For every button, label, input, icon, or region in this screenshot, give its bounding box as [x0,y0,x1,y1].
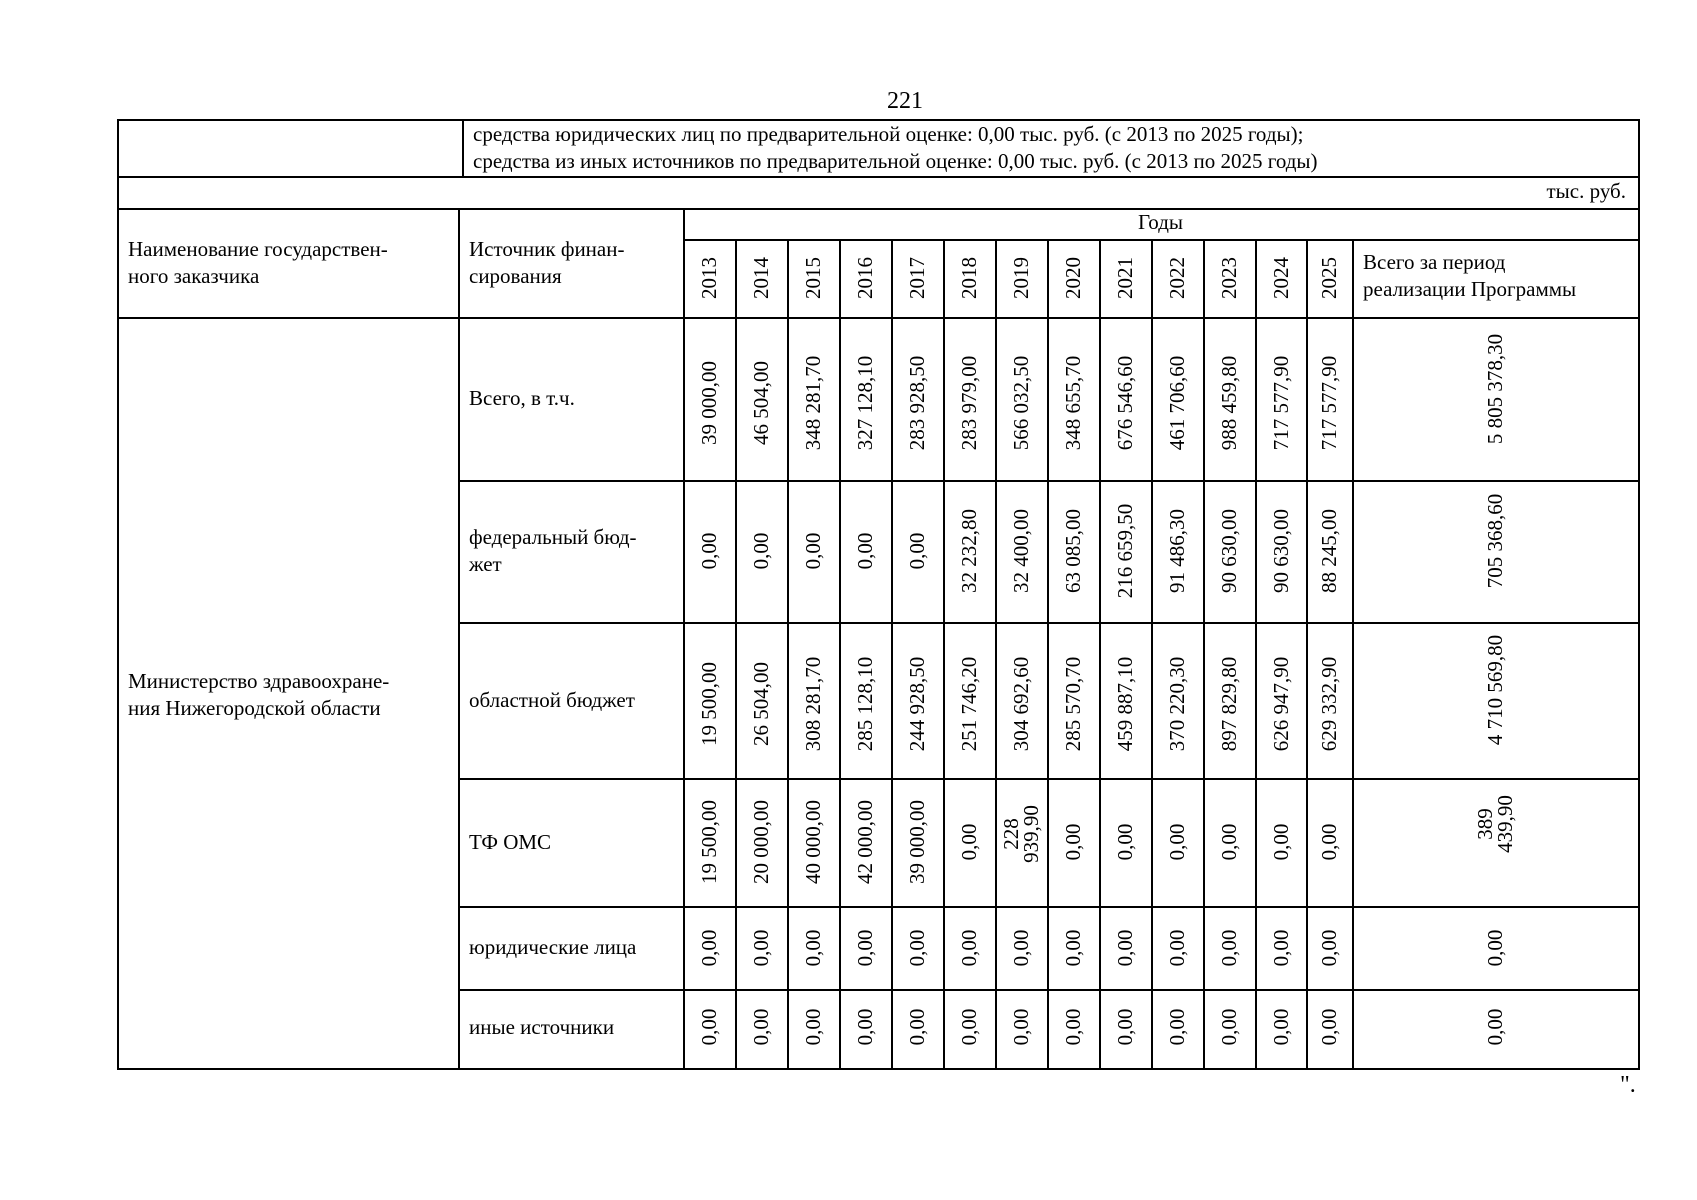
value-row-4-2023: 0,00 [1217,823,1241,861]
value-row-4-2013: 19 500,00 [697,800,721,884]
value-row-1-2018: 283 979,00 [957,355,981,450]
value-row-5-2016: 0,00 [853,929,877,966]
year-column-divider [1306,239,1308,1070]
year-column-divider [891,239,893,1070]
header-bottom-rule [117,317,1640,319]
value-row-2-2024: 90 630,00 [1268,509,1293,593]
value-row-5-2023: 0,00 [1217,929,1241,966]
value-row-5-2014: 0,00 [749,929,773,966]
value-row-3-2018: 251 746,20 [957,656,981,752]
source-label-row-4-line-1: ТФ ОМС [469,829,552,854]
year-label-2015: 2015 [801,257,825,299]
year-column-divider [943,239,945,1070]
value-row-6-2016: 0,00 [853,1008,877,1046]
value-row-2-2015: 0,00 [801,532,825,570]
value-row-3-2021: 459 887,10 [1113,656,1137,752]
total-header-line-2: реализации Программы [1363,277,1577,301]
value-row-1-2021: 676 546,60 [1113,355,1137,450]
value-row-5-2025: 0,00 [1317,929,1341,966]
value-row-1-2016: 327 128,10 [853,355,877,450]
value-row-5-2021: 0,00 [1113,929,1137,966]
value-row-1-2019: 566 032,50 [1009,355,1033,450]
years-header: Годы [1138,210,1183,234]
year-label-2013: 2013 [697,257,721,299]
value-row-5-2018: 0,00 [957,929,981,966]
year-column-divider [735,239,737,1070]
source-label-row-3-line-1: областной бюджет [469,687,635,712]
value-row-3-2014: 26 504,00 [749,662,773,746]
value-row-2-2018: 32 232,80 [957,509,981,593]
value-row-3-2022: 370 220,30 [1165,656,1189,752]
value-row-3-2025: 629 332,90 [1317,656,1341,752]
year-label-2020: 2020 [1061,257,1085,299]
value-row-1-2025: 717 577,90 [1317,355,1341,450]
value-row-6-2024: 0,00 [1268,1008,1293,1046]
year-column-divider [839,239,841,1070]
customer-name-line-1: Министерство здравоохране- [128,668,390,693]
value-row-6-2019: 0,00 [1009,1008,1033,1046]
value-row-2-2021: 216 659,50 [1113,503,1137,599]
year-column-divider [1203,239,1205,1070]
total-row-2: 705 368,60 [1483,493,1507,589]
year-column-divider [1047,239,1049,1070]
value-row-2-2020: 63 085,00 [1061,509,1085,593]
value-row-2-2019: 32 400,00 [1009,509,1033,593]
value-row-6-2017: 0,00 [905,1008,929,1046]
value-row-1-2015: 348 281,70 [801,355,825,450]
value-row-5-2019: 0,00 [1009,929,1033,966]
value-row-2-2022: 91 486,30 [1165,509,1189,593]
value-row-6-2018: 0,00 [957,1008,981,1046]
year-label-2018: 2018 [957,257,981,299]
total-row-1: 5 805 378,30 [1483,333,1507,444]
data-row-rule [458,622,1640,624]
source-label-row-1-line-1: Всего, в т.ч. [469,386,575,410]
value-row-3-2020: 285 570,70 [1061,656,1085,752]
value-row-4-2021: 0,00 [1113,823,1137,861]
value-row-5-2013: 0,00 [697,929,721,966]
year-column-divider [995,239,997,1070]
year-label-2016: 2016 [853,257,877,299]
source-header-line-1: Источник финан- [469,237,625,261]
data-row-rule [458,906,1640,908]
value-row-4-2020: 0,00 [1061,823,1085,861]
intro-line-2: средства из иных источников по предварительной оценке: 0,00 тыс. руб. (с 2013 по 2025 годы) [473,149,1318,173]
value-row-2-2014: 0,00 [749,532,773,570]
value-row-1-2014: 46 504,00 [749,360,773,445]
value-row-6-2025: 0,00 [1317,1008,1341,1046]
value-row-6-2014: 0,00 [749,1008,773,1046]
total-row-5: 0,00 [1483,929,1507,966]
value-row-4-2019-part-1: 939,90 [1019,805,1043,863]
customer-header-line-2: ного заказчика [128,264,260,288]
intro-divider [462,119,464,178]
value-row-4-2019-part-0: 228 [999,818,1023,850]
value-row-3-2019: 304 692,60 [1009,656,1033,752]
closing-quote-mark: ". [1620,1072,1636,1098]
value-row-6-2022: 0,00 [1165,1008,1189,1046]
table-right-border [1638,119,1640,1070]
value-row-5-2022: 0,00 [1165,929,1189,966]
customer-header-line-1: Наименование государствен- [128,237,388,261]
total-row-4-part-1: 439,90 [1493,795,1517,853]
year-label-2025: 2025 [1317,257,1341,299]
value-row-2-2013: 0,00 [697,532,721,570]
source-header-line-2: сирования [469,264,562,288]
intro-line-1: средства юридических лиц по предварительной оценке: 0,00 тыс. руб. (с 2013 по 2025 годы); [473,122,1304,146]
value-row-2-2025: 88 245,00 [1317,509,1341,593]
value-row-5-2020: 0,00 [1061,929,1085,966]
value-row-1-2013: 39 000,00 [697,360,721,445]
year-label-2023: 2023 [1217,257,1241,299]
value-row-4-2016: 42 000,00 [853,800,877,884]
value-row-4-2015: 40 000,00 [801,800,825,884]
intro-bottom-rule [117,176,1640,178]
table-left-border [117,119,119,1070]
data-row-rule [458,480,1640,482]
funding-table [117,119,1638,1068]
year-column-divider [787,239,789,1070]
customer-column-divider [458,208,460,1070]
table-bottom-border [117,1068,1640,1070]
value-row-4-2025: 0,00 [1317,823,1341,861]
value-row-1-2022: 461 706,60 [1165,355,1189,450]
value-row-3-2024: 626 947,90 [1268,656,1293,752]
value-row-2-2016: 0,00 [853,532,877,570]
value-row-5-2017: 0,00 [905,929,929,966]
source-label-row-5-line-1: юридические лица [469,935,637,959]
total-header-line-1: Всего за период [1363,250,1506,274]
source-column-divider [683,208,685,1070]
value-row-3-2023: 897 829,80 [1217,656,1241,752]
value-row-1-2024: 717 577,90 [1268,355,1293,450]
customer-name-line-2: ния Нижегородской области [128,695,381,720]
year-label-2017: 2017 [905,257,929,299]
value-row-3-2017: 244 928,50 [905,656,929,752]
year-column-divider [1151,239,1153,1070]
value-row-4-2014: 20 000,00 [749,800,773,884]
value-row-6-2023: 0,00 [1217,1008,1241,1046]
value-row-2-2017: 0,00 [905,532,929,570]
page-number: 221 [887,88,923,114]
value-row-5-2024: 0,00 [1268,929,1293,966]
value-row-4-2017: 39 000,00 [905,800,929,884]
source-label-row-2-line-1: федеральный бюд- [469,525,637,549]
source-label-row-6-line-1: иные источники [469,1014,615,1039]
year-label-2019: 2019 [1009,257,1033,299]
value-row-4-2022: 0,00 [1165,823,1189,861]
value-row-3-2013: 19 500,00 [697,662,721,746]
value-row-6-2020: 0,00 [1061,1008,1085,1046]
total-row-4-part-0: 389 [1473,808,1497,840]
data-row-rule [458,989,1640,991]
unit-label: тыс. руб. [1546,179,1626,203]
year-column-divider [1352,239,1354,1070]
value-row-4-2018: 0,00 [957,823,981,861]
year-label-2014: 2014 [749,257,773,299]
value-row-3-2015: 308 281,70 [801,656,825,752]
total-row-6: 0,00 [1483,1008,1507,1046]
value-row-3-2016: 285 128,10 [853,656,877,752]
value-row-6-2013: 0,00 [697,1008,721,1046]
value-row-6-2021: 0,00 [1113,1008,1137,1046]
value-row-1-2020: 348 655,70 [1061,355,1085,450]
years-header-rule [683,239,1640,241]
value-row-4-2024: 0,00 [1268,823,1293,861]
year-column-divider [1255,239,1257,1070]
year-label-2024: 2024 [1268,257,1293,299]
value-row-6-2015: 0,00 [801,1008,825,1046]
year-label-2021: 2021 [1113,257,1137,299]
value-row-2-2023: 90 630,00 [1217,509,1241,593]
data-row-rule [458,778,1640,780]
year-label-2022: 2022 [1165,257,1189,299]
value-row-1-2023: 988 459,80 [1217,355,1241,450]
total-row-3: 4 710 569,80 [1483,634,1507,746]
value-row-5-2015: 0,00 [801,929,825,966]
value-row-1-2017: 283 928,50 [905,355,929,450]
source-label-row-2-line-2: жет [469,552,502,576]
year-column-divider [1099,239,1101,1070]
